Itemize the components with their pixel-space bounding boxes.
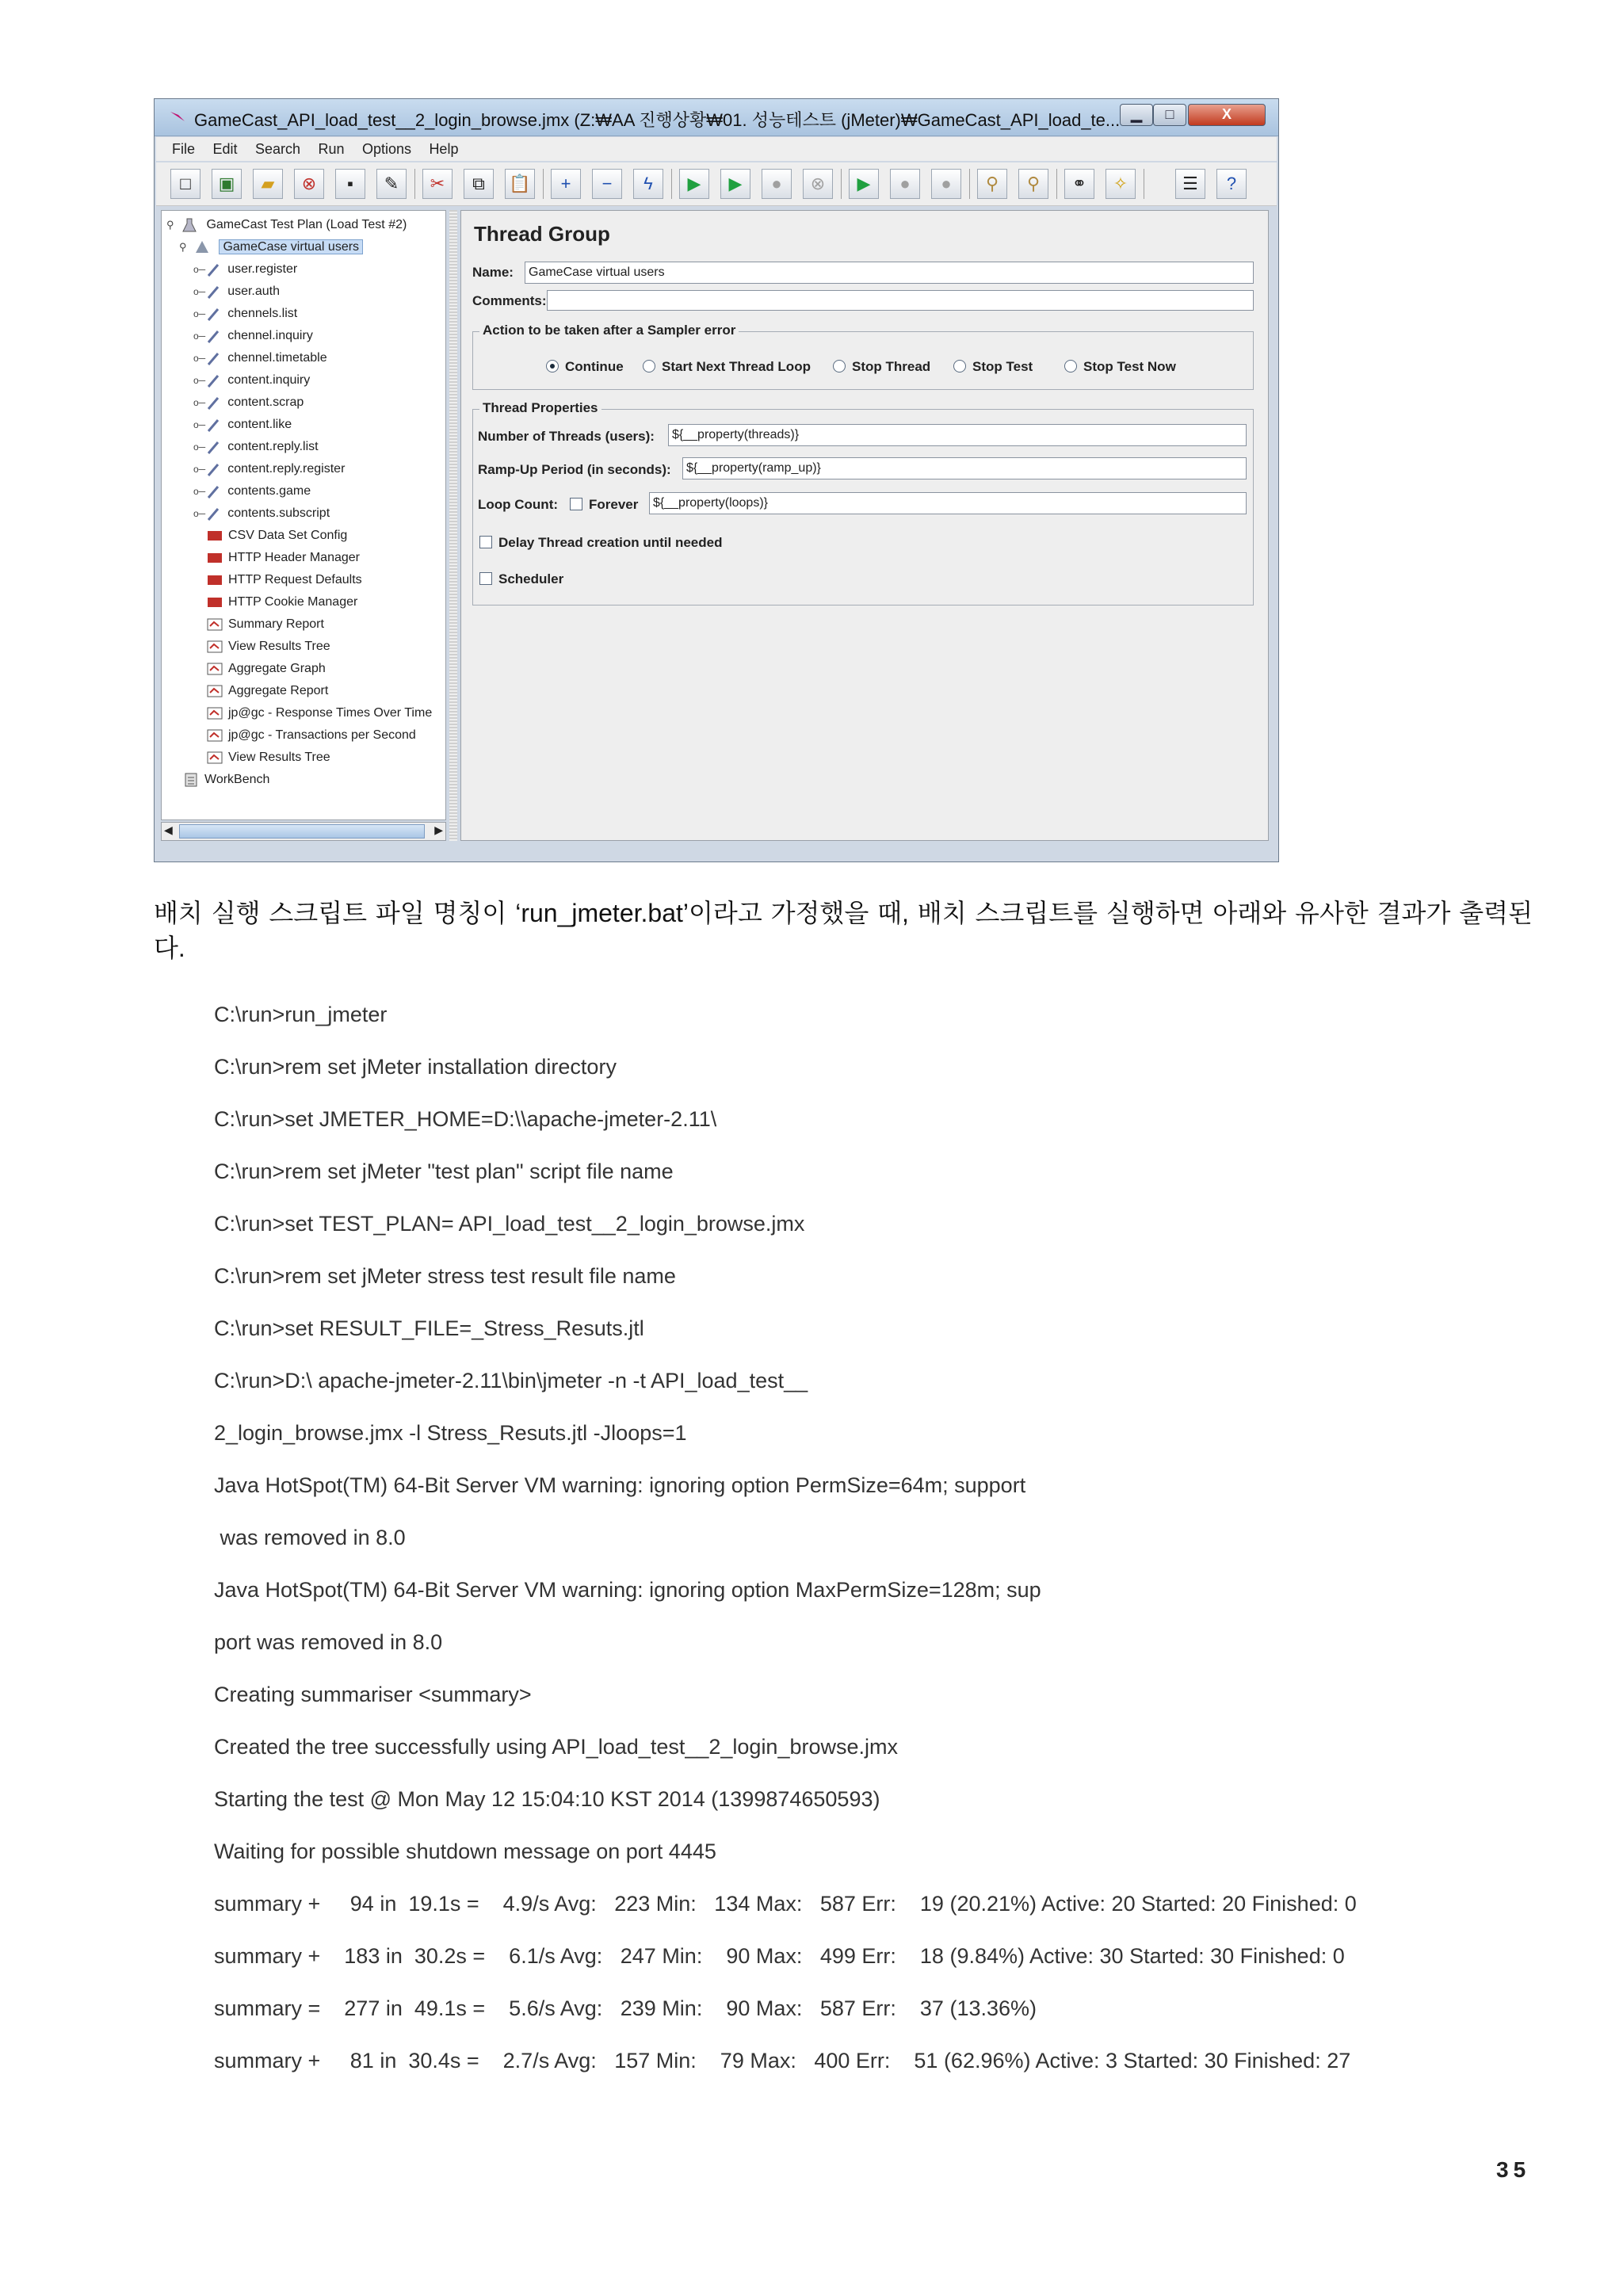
console-line: C:\run>set JMETER_HOME=D:\\apache-jmeter-2.11\	[214, 1107, 717, 1131]
close-button[interactable]: X	[1188, 104, 1266, 126]
pipette-icon	[205, 461, 223, 477]
radio-continue[interactable]: Continue	[546, 359, 624, 375]
tree-sampler[interactable]: o─ contents.subscript	[193, 506, 330, 520]
console-line: summary + 94 in 19.1s = 4.9/s Avg: 223 Min: 134 Max: 587 Err: 19 (20.21%) Active: 20 Started: 20 Finished: 0	[214, 1892, 1357, 1916]
console-line: C:\run>set RESULT_FILE=_Stress_Resuts.jtl	[214, 1316, 644, 1340]
console-line: C:\run>D:\ apache-jmeter-2.11\bin\jmeter -n -t API_load_test__	[214, 1369, 808, 1392]
scroll-right-icon[interactable]: ▶	[434, 823, 443, 836]
console-line: port was removed in 8.0	[214, 1630, 443, 1654]
tree-sampler[interactable]: o─ user.register	[193, 262, 298, 276]
thread-properties-group	[472, 400, 1254, 606]
console-line: Starting the test @ Mon May 12 15:04:10 KST 2014 (1399874650593)	[214, 1787, 880, 1811]
tree-listener[interactable]: jp@gc - Response Times Over Time	[206, 704, 432, 723]
config-element-icon	[206, 528, 223, 544]
delay-thread-checkbox[interactable]: Delay Thread creation until needed	[479, 535, 722, 551]
thread-properties-title: Thread Properties	[479, 400, 601, 416]
thread-group-panel	[460, 210, 1269, 841]
comments-field[interactable]	[547, 290, 1254, 311]
console-line: Waiting for possible shutdown message on port 4445	[214, 1839, 716, 1863]
tree-sampler[interactable]: o─ chennels.list	[193, 307, 298, 320]
tree-listener[interactable]: Aggregate Report	[206, 682, 328, 701]
jmeter-window	[154, 98, 1279, 862]
test-plan-icon	[181, 217, 198, 233]
listener-icon	[206, 683, 223, 699]
page-number: 35	[1496, 2157, 1531, 2182]
tree-sampler[interactable]: o─ chennel.timetable	[193, 351, 327, 365]
radio-stop-thread[interactable]: Stop Thread	[833, 359, 930, 375]
pipette-icon	[205, 483, 223, 499]
remote-stop-icon[interactable]: ●	[890, 169, 920, 199]
console-line: summary + 81 in 30.4s = 2.7/s Avg: 157 Min: 79 Max: 400 Err: 51 (62.96%) Active: 3 Started: 30 Finished: 27	[214, 2049, 1351, 2073]
panel-title: Thread Group	[474, 222, 610, 246]
workbench-icon	[182, 772, 200, 788]
menu-help[interactable]: Help	[429, 141, 459, 157]
tree-listener[interactable]: jp@gc - Transactions per Second	[206, 726, 416, 745]
pipette-icon	[205, 372, 223, 388]
remote-start-icon[interactable]: ▶	[849, 169, 879, 199]
menu-options[interactable]: Options	[361, 141, 411, 157]
pipette-icon	[205, 417, 223, 433]
rampup-field[interactable]: ${__property(ramp_up)}	[682, 457, 1247, 479]
scheduler-checkbox[interactable]: Scheduler	[479, 571, 563, 587]
listener-icon	[206, 705, 223, 721]
tree-sampler[interactable]: o─ chennel.inquiry	[193, 329, 313, 342]
remote-shutdown-icon[interactable]: ●	[931, 169, 961, 199]
loop-count-field[interactable]: ${__property(loops)}	[649, 492, 1247, 514]
tree-root[interactable]: ⚲ GameCast Test Plan (Load Test #2)	[166, 218, 407, 231]
tree-sampler[interactable]: o─ user.auth	[193, 285, 281, 298]
console-line: 2_login_browse.jmx -l Stress_Resuts.jtl -Jloops=1	[214, 1421, 687, 1445]
tree-sampler[interactable]: o─ content.inquiry	[193, 373, 311, 387]
config-element-icon	[206, 572, 223, 588]
console-line: C:\run>run_jmeter	[214, 1003, 388, 1026]
tree-config[interactable]: CSV Data Set Config	[206, 526, 347, 545]
console-line: C:\run>set TEST_PLAN= API_load_test__2_login_browse.jmx	[214, 1212, 805, 1236]
listener-icon	[206, 750, 223, 766]
tree-config[interactable]: HTTP Header Manager	[206, 548, 360, 567]
test-plan-tree	[161, 210, 446, 820]
radio-stop-test[interactable]: Stop Test	[953, 359, 1033, 375]
paste-icon[interactable]: 📋	[505, 169, 535, 199]
start-icon[interactable]: ▶	[679, 169, 709, 199]
tree-workbench[interactable]: WorkBench	[182, 770, 269, 789]
pipette-icon	[205, 395, 223, 411]
search-icon[interactable]: ⚭	[1064, 169, 1094, 199]
loop-count-label: Loop Count:	[478, 497, 559, 512]
tree-listener[interactable]: View Results Tree	[206, 748, 330, 767]
tree-thread-group[interactable]: ⚲ GameCase virtual users	[179, 238, 363, 257]
tree-horizontal-scrollbar[interactable]	[161, 822, 446, 841]
maximize-button[interactable]: □	[1153, 104, 1186, 126]
menu-file[interactable]: File	[172, 141, 196, 157]
pipette-icon	[205, 262, 223, 277]
pipette-icon	[205, 306, 223, 322]
clear-all-icon[interactable]: ⚲	[1018, 169, 1048, 199]
threads-field[interactable]: ${__property(threads)}	[668, 424, 1247, 446]
help-icon[interactable]: ?	[1216, 169, 1247, 199]
reset-search-icon[interactable]: ✧	[1106, 169, 1136, 199]
shutdown-icon[interactable]: ⊗	[803, 169, 833, 199]
window-title: GameCast_API_load_test__2_login_browse.jmx (Z:₩AA 진행상황₩01. 성능테스트 (jMeter)₩GameCast_API_load_te...	[194, 110, 1121, 130]
tree-sampler[interactable]: o─ content.reply.list	[193, 440, 319, 453]
console-line: was removed in 8.0	[214, 1526, 406, 1549]
body-paragraph: 배치 실행 스크립트 파일 명칭이 ‘run_jmeter.bat’이라고 가정했을 때, 배치 스크립트를 실행하면 아래와 유사한 결과가 출력된다.	[154, 899, 1533, 962]
listener-icon	[206, 617, 223, 632]
console-line: Creating summariser <summary>	[214, 1683, 532, 1706]
radio-stop-test-now[interactable]: Stop Test Now	[1064, 359, 1176, 375]
stop-icon[interactable]: ●	[762, 169, 792, 199]
tree-config[interactable]: HTTP Cookie Manager	[206, 593, 357, 612]
copy-icon[interactable]: ⧉	[464, 169, 494, 199]
start-no-pause-icon[interactable]: ▶	[720, 169, 750, 199]
pipette-icon	[205, 284, 223, 300]
sampler-error-title: Action to be taken after a Sampler error	[479, 323, 739, 338]
console-line: summary = 277 in 49.1s = 5.6/s Avg: 239 Min: 90 Max: 587 Err: 37 (13.36%)	[214, 1996, 1037, 2020]
console-line: Java HotSpot(TM) 64-Bit Server VM warning: ignoring option MaxPermSize=128m; sup	[214, 1578, 1041, 1602]
config-element-icon	[206, 550, 223, 566]
menu-edit[interactable]: Edit	[212, 141, 238, 157]
save-as-icon[interactable]: ✎	[376, 169, 407, 199]
toolbar	[156, 162, 1277, 206]
threads-label: Number of Threads (users):	[478, 429, 655, 444]
name-label: Name:	[472, 265, 514, 280]
console-line: C:\run>rem set jMeter "test plan" script file name	[214, 1159, 674, 1183]
pane-splitter[interactable]	[449, 210, 457, 841]
config-element-icon	[206, 594, 223, 610]
sampler-error-group	[472, 323, 1254, 390]
clear-icon[interactable]: ⚲	[977, 169, 1007, 199]
listener-icon	[206, 639, 223, 655]
pipette-icon	[205, 350, 223, 366]
tree-sampler[interactable]: o─ contents.game	[193, 484, 311, 498]
pipette-icon	[205, 328, 223, 344]
cut-icon[interactable]: ✂	[422, 169, 453, 199]
close-icon[interactable]: ⊗	[294, 169, 324, 199]
tree-listener[interactable]: Summary Report	[206, 615, 324, 634]
title-bar	[155, 99, 1278, 136]
tree-sampler[interactable]: o─ content.reply.register	[193, 462, 346, 476]
radio-start-next-thread-loop[interactable]: Start Next Thread Loop	[643, 359, 811, 375]
function-helper-icon[interactable]: ☰	[1175, 169, 1205, 199]
toggle-icon[interactable]: ϟ	[633, 169, 663, 199]
comments-label: Comments:	[472, 293, 547, 308]
menu-run[interactable]: Run	[318, 141, 345, 157]
save-icon[interactable]: ▪	[335, 169, 365, 199]
menu-bar	[156, 137, 1277, 161]
listener-icon	[206, 661, 223, 677]
tree-config[interactable]: HTTP Request Defaults	[206, 571, 362, 590]
rampup-label: Ramp-Up Period (in seconds):	[478, 462, 671, 477]
console-line: C:\run>rem set jMeter installation directory	[214, 1055, 617, 1079]
console-line: summary + 183 in 30.2s = 6.1/s Avg: 247 Min: 90 Max: 499 Err: 18 (9.84%) Active: 30 Started: 30 Finished: 0	[214, 1944, 1345, 1968]
console-line: Java HotSpot(TM) 64-Bit Server VM warning: ignoring option PermSize=64m; support	[214, 1473, 1026, 1497]
new-icon[interactable]: □	[170, 169, 200, 199]
tree-listener[interactable]: Aggregate Graph	[206, 659, 326, 678]
console-line: Created the tree successfully using API_load_test__2_login_browse.jmx	[214, 1735, 898, 1759]
collapse-icon[interactable]: −	[592, 169, 622, 199]
forever-checkbox[interactable]: Forever	[570, 497, 638, 513]
scroll-left-icon[interactable]: ◀	[164, 823, 173, 836]
name-field[interactable]: GameCase virtual users	[525, 262, 1254, 284]
listener-icon	[206, 728, 223, 743]
menu-search[interactable]: Search	[254, 141, 300, 157]
pipette-icon	[205, 439, 223, 455]
thread-group-icon	[193, 239, 211, 255]
console-line: C:\run>rem set jMeter stress test result file name	[214, 1264, 676, 1288]
pipette-icon	[205, 506, 223, 521]
open-icon[interactable]: ▰	[253, 169, 283, 199]
tree-listener[interactable]: View Results Tree	[206, 637, 330, 656]
minimize-button[interactable]: ▁	[1120, 104, 1153, 126]
expand-icon[interactable]: +	[551, 169, 581, 199]
tree-sampler[interactable]: o─ content.like	[193, 418, 292, 431]
templates-icon[interactable]: ▣	[212, 169, 242, 199]
scroll-thumb[interactable]	[179, 824, 425, 839]
jmeter-feather-icon	[169, 110, 186, 123]
tree-sampler[interactable]: o─ content.scrap	[193, 395, 304, 409]
